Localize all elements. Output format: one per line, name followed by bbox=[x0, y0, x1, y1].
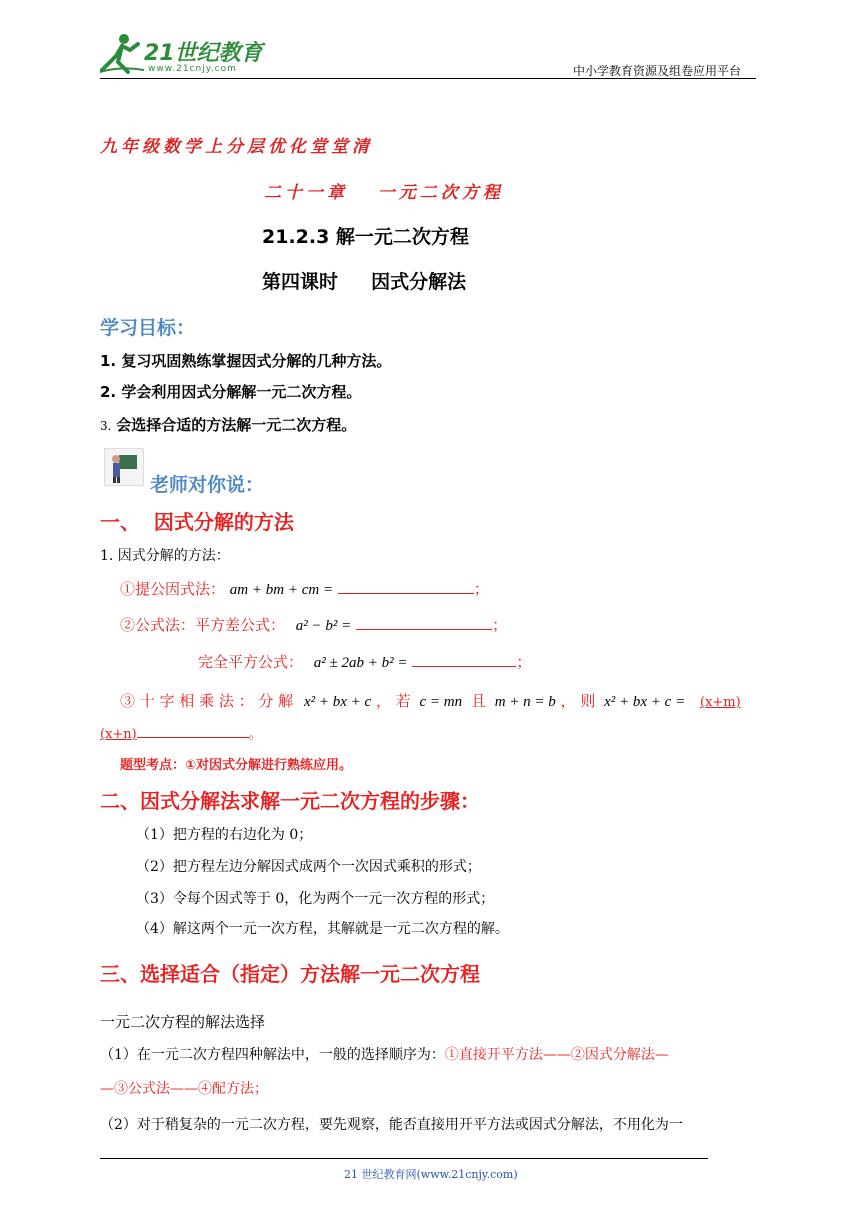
p1-order-red: ①直接开平方法——②因式分解法— bbox=[444, 1047, 669, 1063]
section2-heading: 二、因式分解法求解一元二次方程的步骤： bbox=[100, 789, 480, 813]
semicolon: ； bbox=[516, 653, 532, 671]
method-2b-label: 完全平方公式： bbox=[198, 653, 304, 671]
method-2b-line bbox=[198, 651, 531, 672]
logo-text: 21世纪教育 bbox=[144, 41, 263, 66]
section3-p2: （2）对于稍复杂的一元二次方程，要先观察，能否直接用开平方法或因式分解法，不用化为一 bbox=[100, 1117, 683, 1133]
method-1-blank[interactable] bbox=[338, 579, 474, 594]
method-1-line bbox=[120, 578, 489, 599]
footer-rule bbox=[100, 1158, 708, 1159]
section3-p1 bbox=[100, 1044, 669, 1064]
method-3-mid2: 且 bbox=[470, 692, 486, 710]
method-3-answer-b: (x+n) bbox=[100, 727, 137, 742]
goal-text: 复习巩固熟练掌握因式分解的几种方法。 bbox=[121, 352, 392, 370]
section1-note: 题型考点：①对因式分解进行熟练应用。 bbox=[120, 758, 353, 773]
period: 。 bbox=[248, 727, 262, 742]
teacher-heading: 老师对你说： bbox=[150, 474, 265, 496]
method-3-expr4: x² + bx + c = bbox=[604, 694, 686, 710]
step-2: （2）把方程左边分解因式成两个一次因式乘积的形式； bbox=[136, 859, 481, 875]
method-2b-blank[interactable] bbox=[412, 652, 516, 667]
goal-item-2 bbox=[100, 381, 361, 402]
section1-heading: 一、 因式分解的方法 bbox=[100, 510, 294, 534]
series-title: 九年级数学上分层优化堂堂清 bbox=[100, 137, 373, 157]
method-3-expr3: m + n = b bbox=[494, 694, 556, 710]
footer-text: 21 世纪教育网(www.21cnjy.com) bbox=[344, 1168, 518, 1181]
teacher-avatar-icon bbox=[104, 448, 144, 486]
goal-num: 3. bbox=[100, 419, 112, 433]
goal-num: 1. bbox=[100, 352, 117, 370]
step-1: （1）把方程的右边化为 0； bbox=[136, 827, 313, 843]
semicolon: ； bbox=[473, 580, 489, 598]
section3-heading: 三、选择适合（指定）方法解一元二次方程 bbox=[100, 962, 480, 986]
method-2b-expr: a² ± 2ab + b² = bbox=[313, 655, 408, 671]
method-3-mid1: ， 若 bbox=[375, 692, 411, 710]
method-1-expr: am + bm + cm = bbox=[229, 582, 334, 598]
method-3-cont bbox=[100, 723, 262, 742]
method-3-answer-a: (x+m) bbox=[700, 695, 741, 710]
goal-item-1 bbox=[100, 350, 391, 371]
section1-intro: 1. 因式分解的方法： bbox=[100, 548, 230, 564]
goal-num: 2. bbox=[100, 383, 117, 401]
goal-text: 学会利用因式分解解一元二次方程。 bbox=[121, 383, 362, 401]
method-2-blank[interactable] bbox=[356, 615, 492, 630]
section3-p1-cont: —③公式法——④配方法； bbox=[100, 1081, 268, 1097]
method-2-label: ②公式法：平方差公式： bbox=[120, 616, 286, 634]
method-3-blank[interactable] bbox=[137, 723, 249, 738]
method-3-expr2: c = mn bbox=[419, 694, 463, 710]
header-logo bbox=[96, 32, 266, 78]
step-4: （4）解这两个一元一次方程，其解就是一元二次方程的解。 bbox=[136, 921, 509, 937]
chapter-title: 二十一章 一元二次方程 bbox=[264, 183, 504, 203]
method-1-label: ①提公因式法： bbox=[120, 580, 226, 598]
section3-sub: 一元二次方程的解法选择 bbox=[100, 1013, 266, 1031]
method-3-mid3: ， 则 bbox=[560, 692, 596, 710]
method-3-label: ③ 十 字 相 乘 法 ： 分 解 bbox=[120, 692, 294, 710]
method-2-line bbox=[120, 614, 507, 635]
header-right-text: 中小学教育资源及组卷应用平台 bbox=[573, 64, 742, 78]
goal-item-3 bbox=[100, 414, 356, 435]
p1-prefix: （1）在一元二次方程四种解法中，一般的选择顺序为： bbox=[100, 1047, 445, 1063]
step-3: （3）令每个因式等于 0，化为两个一元一次方程的形式； bbox=[136, 891, 495, 907]
method-3-line bbox=[120, 690, 760, 711]
lesson-title: 21.2.3 解一元二次方程 bbox=[262, 226, 469, 248]
method-3-expr1: x² + bx + c bbox=[303, 694, 372, 710]
goals-heading: 学习目标： bbox=[100, 317, 196, 339]
method-2-expr: a² − b² = bbox=[295, 618, 352, 634]
goal-text: 会选择合适的方法解一元二次方程。 bbox=[116, 416, 357, 434]
lesson-subtitle: 第四课时 因式分解法 bbox=[262, 271, 467, 293]
semicolon: ； bbox=[492, 616, 508, 634]
header-rule bbox=[100, 78, 756, 79]
runner-logo-icon bbox=[96, 32, 146, 76]
logo-url: www.21cnjy.com bbox=[148, 64, 237, 74]
